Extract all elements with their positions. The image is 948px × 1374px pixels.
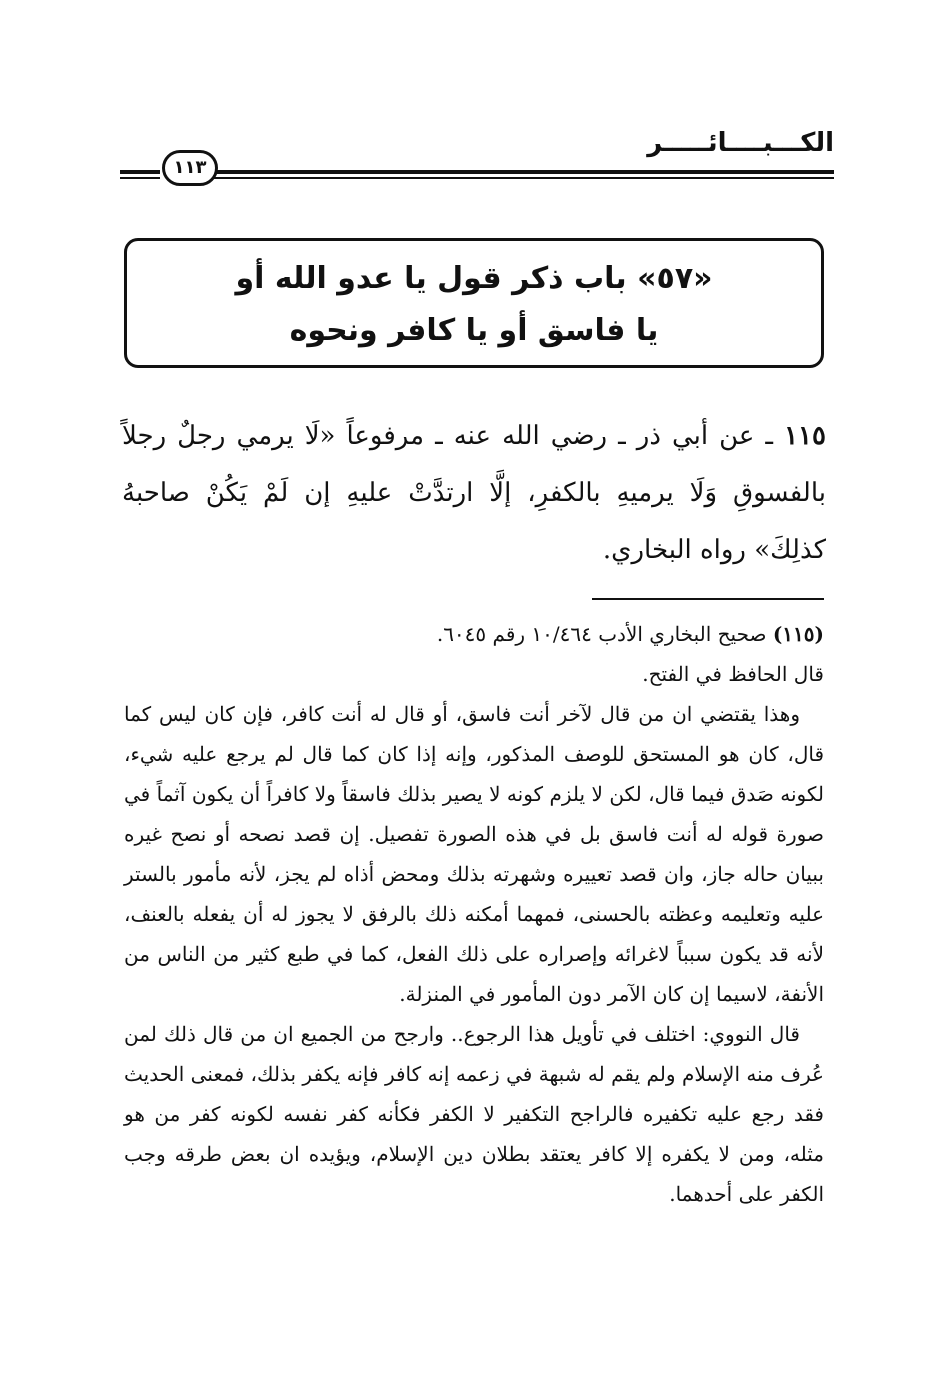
page-header xyxy=(118,128,834,180)
chapter-heading-box xyxy=(124,238,824,368)
footnote-number: (١١٥) xyxy=(772,622,824,646)
hadith-body: ـ عن أبي ذر ـ رضي الله عنه ـ مرفوعاً «لَا يرمي رجلٌ رجلاً بالفسوقِ وَلَا يرميهِ بالكفرِ، إلَّا ارتدَّتْ عليهِ إن لَمْ يَكُنْ صاحبهُ كذلِكَ» رواه البخاري. xyxy=(122,421,826,565)
hadith-number: ١١٥ xyxy=(784,421,826,451)
footnote-paragraph-1: قال الحافظ في الفتح. xyxy=(642,662,824,686)
header-rule xyxy=(214,170,834,174)
header-rule-short-thin xyxy=(120,177,160,179)
footnote-paragraph-2: وهذا يقتضي ان من قال لآخر أنت فاسق، أو قال له أنت كافر، فإن كان ليس كما قال، كان هو المستحق للوصف المذكور، وإنه إذا كان كما قال لم يرجع عليه شيء، لكونه صَدق فيما قال، لكن لا يلزم كونه لا يصير بذلك فاسقاً ولا كافراً أن يكون آثماً في صورة قوله له أنت فاسق بل في هذه الصورة تفصيل. إن قصد نصحه أو نصح غيره ببيان حاله جاز، وان قصد تعييره وشهرته بذلك ومحض أذاه لم يجز، لأنه مأمور بالستر عليه وتعليمه وعظته بالحسنى، فمهما أمكنه ذلك بالرفق لا يجوز له أن يفعله بالعنف، لأنه قد يكون سبباً لاغرائه وإصراره على ذلك الفعل، كما في طبع كثير من الناس من الأنفة، لاسيما إن كان الآمر دون المأمور في المنزلة. xyxy=(124,702,825,1006)
chapter-title-line1: «٥٧» باب ذكر قول يا عدو الله أو xyxy=(235,261,713,296)
footnote-paragraph-3: قال النووي: اختلف في تأويل هذا الرجوع.. وارجح من الجميع ان من قال ذلك لمن عُرف منه الإسلام ولم يقم له شبهة في زعمه إنه كافر فإنه يكفر بذلك، فمعنى الحديث فقد رجع عليه تكفيره فالراجح التكفير لا الكفر فكأنه كفر نفسه لكونه كفر من هو مثله، ومن لا يكفره إلا كافر يعتقد بطلان دين الإسلام، ويؤيده ان بعض طرقه وجب الكفر على أحدهما. xyxy=(124,1022,824,1206)
header-rule-short xyxy=(120,170,160,174)
footnote-source xyxy=(124,614,824,654)
footnote-source-text: صحيح البخاري الأدب ١٠/٤٦٤ رقم ٦٠٤٥. xyxy=(436,622,773,646)
footnotes xyxy=(124,614,824,1214)
hadith-text xyxy=(122,408,826,579)
footnote-separator xyxy=(592,598,824,600)
chapter-title-line2: يا فاسق أو يا كافر ونحوه xyxy=(289,313,659,348)
running-title: الكـــبــــائـــــر xyxy=(647,128,834,158)
header-rule-thin xyxy=(214,177,834,179)
page-number: ١١٣ xyxy=(162,150,218,186)
